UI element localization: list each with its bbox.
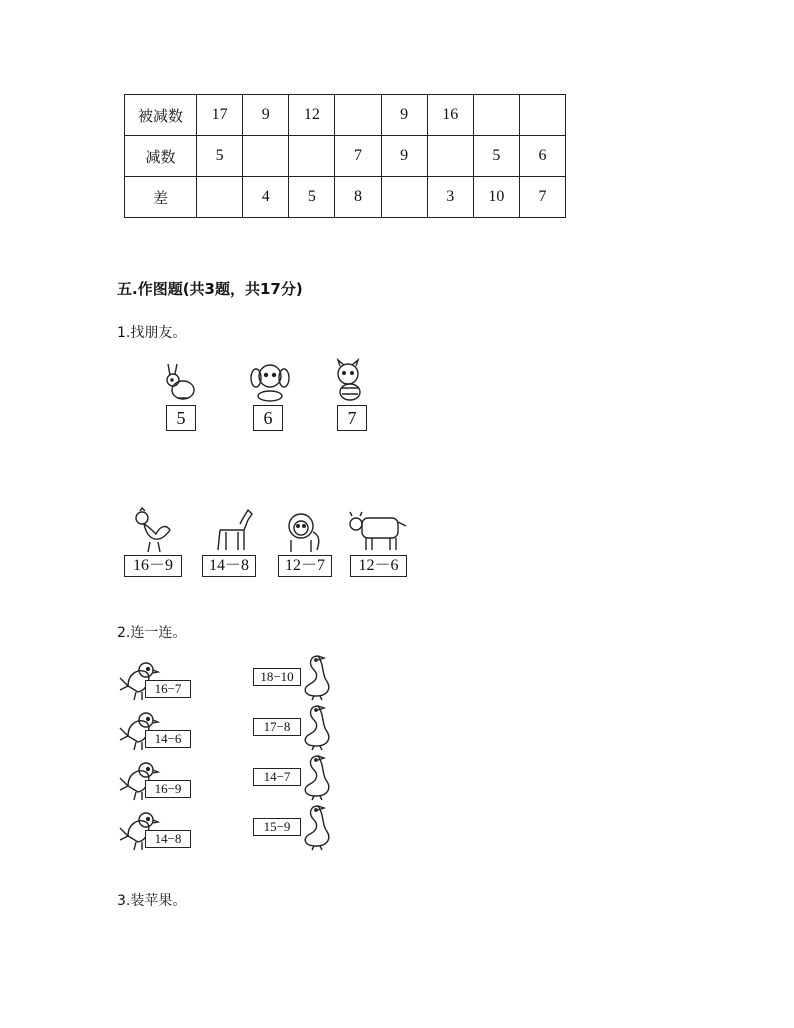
row-label: 减数 xyxy=(125,136,197,177)
question-3-label: 3.装苹果。 xyxy=(117,893,187,909)
goose-icon xyxy=(298,704,334,752)
question-2-label: 2.连一连。 xyxy=(117,625,187,641)
left-expression-box[interactable]: 14−8 xyxy=(145,830,191,848)
monkey-icon xyxy=(283,512,323,554)
table-cell: 12 xyxy=(289,95,335,136)
table-cell: 17 xyxy=(197,95,243,136)
left-expression-box[interactable]: 14−6 xyxy=(145,730,191,748)
table-cell xyxy=(197,177,243,218)
table-cell: 9 xyxy=(381,95,427,136)
table-cell: 7 xyxy=(335,136,381,177)
table-cell: 5 xyxy=(197,136,243,177)
table-row xyxy=(125,136,566,177)
goose-icon xyxy=(298,804,334,852)
table-cell: 8 xyxy=(335,177,381,218)
expression-box: 16－9 xyxy=(124,555,182,577)
table-cell xyxy=(427,136,473,177)
table-cell: 4 xyxy=(243,177,289,218)
table-cell xyxy=(243,136,289,177)
table-cell: 5 xyxy=(289,177,335,218)
table-cell xyxy=(381,177,427,218)
table-cell: 5 xyxy=(473,136,519,177)
rooster-icon xyxy=(130,508,174,552)
section-title: 五.作图题(共3题，共17分) xyxy=(117,280,303,298)
table-cell: 9 xyxy=(243,95,289,136)
table-cell: 6 xyxy=(519,136,565,177)
expression-box: 12－7 xyxy=(278,555,332,577)
table-cell: 10 xyxy=(473,177,519,218)
goose-icon xyxy=(298,654,334,702)
row-label: 差 xyxy=(125,177,197,218)
right-expression-box[interactable]: 14−7 xyxy=(253,768,301,786)
right-expression-box[interactable]: 18−10 xyxy=(253,668,301,686)
dog-icon xyxy=(248,360,292,402)
subtraction-table xyxy=(124,94,566,218)
horse-icon xyxy=(212,508,254,552)
cat-icon xyxy=(330,360,368,402)
table-cell: 16 xyxy=(427,95,473,136)
table-cell: 7 xyxy=(519,177,565,218)
table-cell: 3 xyxy=(427,177,473,218)
rabbit-icon xyxy=(163,362,199,402)
table-cell xyxy=(519,95,565,136)
left-expression-box[interactable]: 16−7 xyxy=(145,680,191,698)
expression-box: 12－6 xyxy=(350,555,407,577)
number-box: 7 xyxy=(337,405,367,431)
table-cell xyxy=(473,95,519,136)
left-expression-box[interactable]: 16−9 xyxy=(145,780,191,798)
goose-icon xyxy=(298,754,334,802)
number-box: 6 xyxy=(253,405,283,431)
question-1-label: 1.找朋友。 xyxy=(117,325,187,341)
table-cell xyxy=(335,95,381,136)
row-label: 被减数 xyxy=(125,95,197,136)
table-row xyxy=(125,177,566,218)
right-expression-box[interactable]: 15−9 xyxy=(253,818,301,836)
expression-box: 14－8 xyxy=(202,555,256,577)
table-cell xyxy=(289,136,335,177)
cow-icon xyxy=(348,512,408,552)
table-row xyxy=(125,95,566,136)
right-expression-box[interactable]: 17−8 xyxy=(253,718,301,736)
table-cell: 9 xyxy=(381,136,427,177)
number-box: 5 xyxy=(166,405,196,431)
